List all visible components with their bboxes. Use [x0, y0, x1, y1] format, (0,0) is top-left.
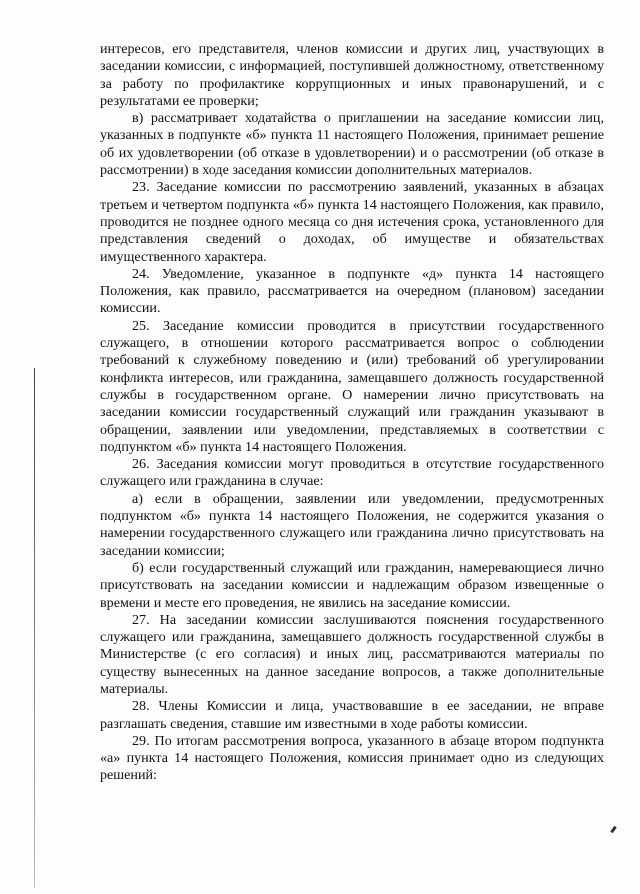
- paragraph-26: 26. Заседания комиссии могут проводиться в отсутствие государственного служащего или гражданина в случае:: [100, 456, 604, 490]
- document-body: [100, 41, 604, 785]
- scan-edge-line: [34, 368, 35, 888]
- paragraph-28: 28. Члены Комиссии и лица, участвовавшие в ее заседании, не вправе разглашать сведения, ставшие им известными в ходе работы комиссии.: [100, 698, 604, 732]
- paragraph-26-a: а) если в обращении, заявлении или уведомлении, предусмотренных подпунктом «б» пункта 14 настоящего Положения, не содержится указания о намерении государственного служащего или гражданина лично присутствовать на заседании комиссии;: [100, 490, 604, 559]
- scan-pen-mark: [610, 826, 616, 833]
- paragraph-27: 27. На заседании комиссии заслушиваются пояснения государственного служащего или гражданина, замещавшего должность государственной службы в Министерстве (с его согласия) и иных лиц, рассматриваются материалы по существу вынесенных на данное заседание вопросов, а также дополнительные материалы.: [100, 611, 604, 697]
- paragraph-29: 29. По итогам рассмотрения вопроса, указанного в абзаце втором подпункта «а» пункта 14 настоящего Положения, комиссия принимает одно из следующих решений:: [100, 732, 604, 784]
- paragraph-item-v: в) рассматривает ходатайства о приглашении на заседание комиссии лиц, указанных в подпункте «б» пункта 11 настоящего Положения, принимает решение об их удовлетворении (об отказе в удовлетворении) и о рассмотрении (об отказе в рассмотрении) в ходе заседания комиссии дополнительных материалов.: [100, 110, 604, 179]
- paragraph-continuation: интересов, его представителя, членов комиссии и других лиц, участвующих в заседании комиссии, с информацией, поступившей должностному, ответственному за работу по профилактике коррупционных и иных правонарушений, и с результатами ее проверки;: [100, 41, 604, 109]
- paragraph-24: 24. Уведомление, указанное в подпункте «д» пункта 14 настоящего Положения, как правило, рассматривается на очередном (плановом) заседании комиссии.: [100, 265, 604, 317]
- paragraph-23: 23. Заседание комиссии по рассмотрению заявлений, указанных в абзацах третьем и четвертом подпункта «б» пункта 14 настоящего Положения, как правило, проводится не позднее одного месяца со дня истечения срока, установленного для представления сведений о доходах, об имуществе и обязательствах имущественного характера.: [100, 179, 604, 265]
- paragraph-25: 25. Заседание комиссии проводится в присутствии государственного служащего, в отношении которого рассматривается вопрос о соблюдении требований к служебному поведению и (или) требований об урегулировании конфликта интересов, или гражданина, замещавшего должность государственной службы в государственном органе. О намерении лично присутствовать на заседании комиссии государственный служащий или гражданин указывают в обращении, заявлении или уведомлении, представляемых в соответствии с подпунктом «б» пункта 14 настоящего Положения.: [100, 317, 604, 455]
- paragraph-26-b: б) если государственный служащий или гражданин, намеревающиеся лично присутствовать на заседании комиссии и надлежащим образом извещенные о времени и месте его проведения, не явились на заседание комиссии.: [100, 559, 604, 611]
